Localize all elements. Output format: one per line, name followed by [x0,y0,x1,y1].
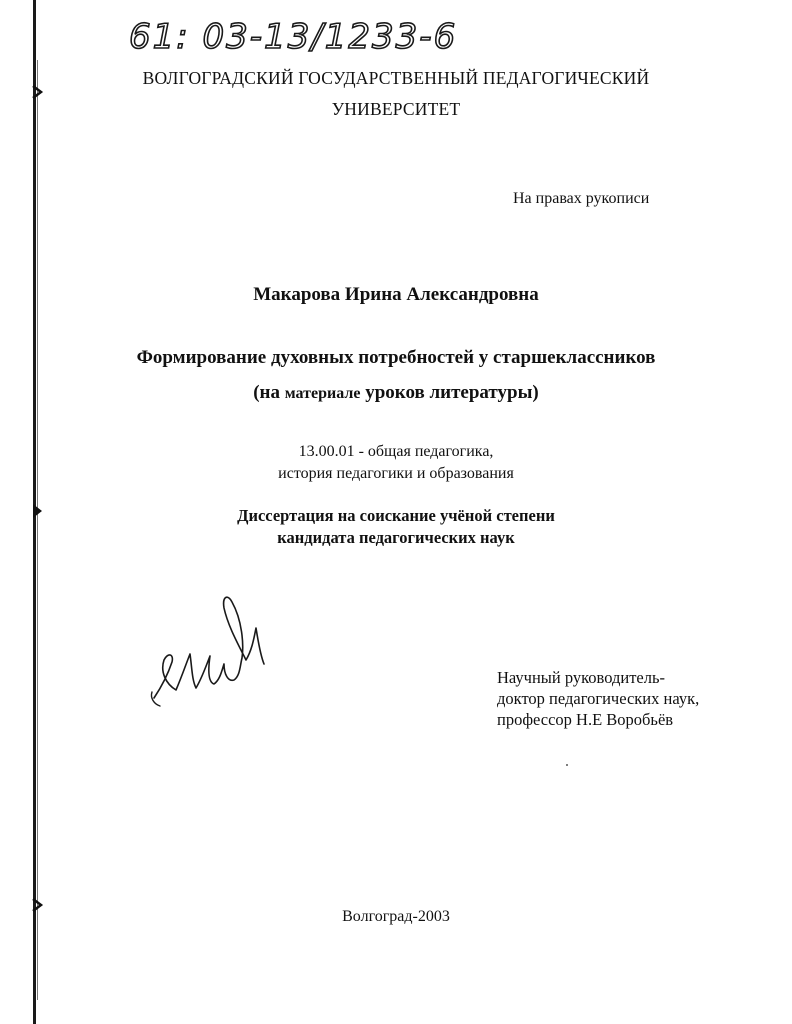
supervisor-name: профессор Н.Е Воробьёв [497,710,674,729]
svg-text:61: 03-13/1233-6: 61: 03-13/1233-6 [129,17,455,57]
degree-line-1: Диссертация на соискание учёной степени [237,506,555,525]
dissertation-subtitle [0,382,792,404]
subtitle-small: материале [284,385,361,402]
specialty-name: история педагогики и образования [278,465,514,482]
university-name-line-2: УНИВЕРСИТЕТ [331,99,461,119]
dissertation-title: Формирование духовных потребностей у старшеклассников [136,347,656,368]
subtitle-close: уроков литературы) [360,382,539,403]
degree-line-2: кандидата педагогических наук [277,528,515,547]
specialty-code: 13.00.01 - общая педагогика, [298,443,494,460]
subtitle-open: (на [253,382,285,403]
handwritten-archive-number [125,8,455,60]
supervisor-label: Научный руководитель- [497,668,665,687]
scan-speck [566,764,568,766]
city-year: Волгоград-2003 [342,908,450,925]
university-name-line-1: ВОЛГОГРАДСКИЙ ГОСУДАРСТВЕННЫЙ ПЕДАГОГИЧЕСКИЙ [142,68,650,88]
rights-note: На правах рукописи [513,190,650,207]
author-name: Макарова Ирина Александровна [253,284,539,305]
supervisor-degree: доктор педагогических наук, [497,689,700,708]
handwritten-signature [148,580,278,720]
